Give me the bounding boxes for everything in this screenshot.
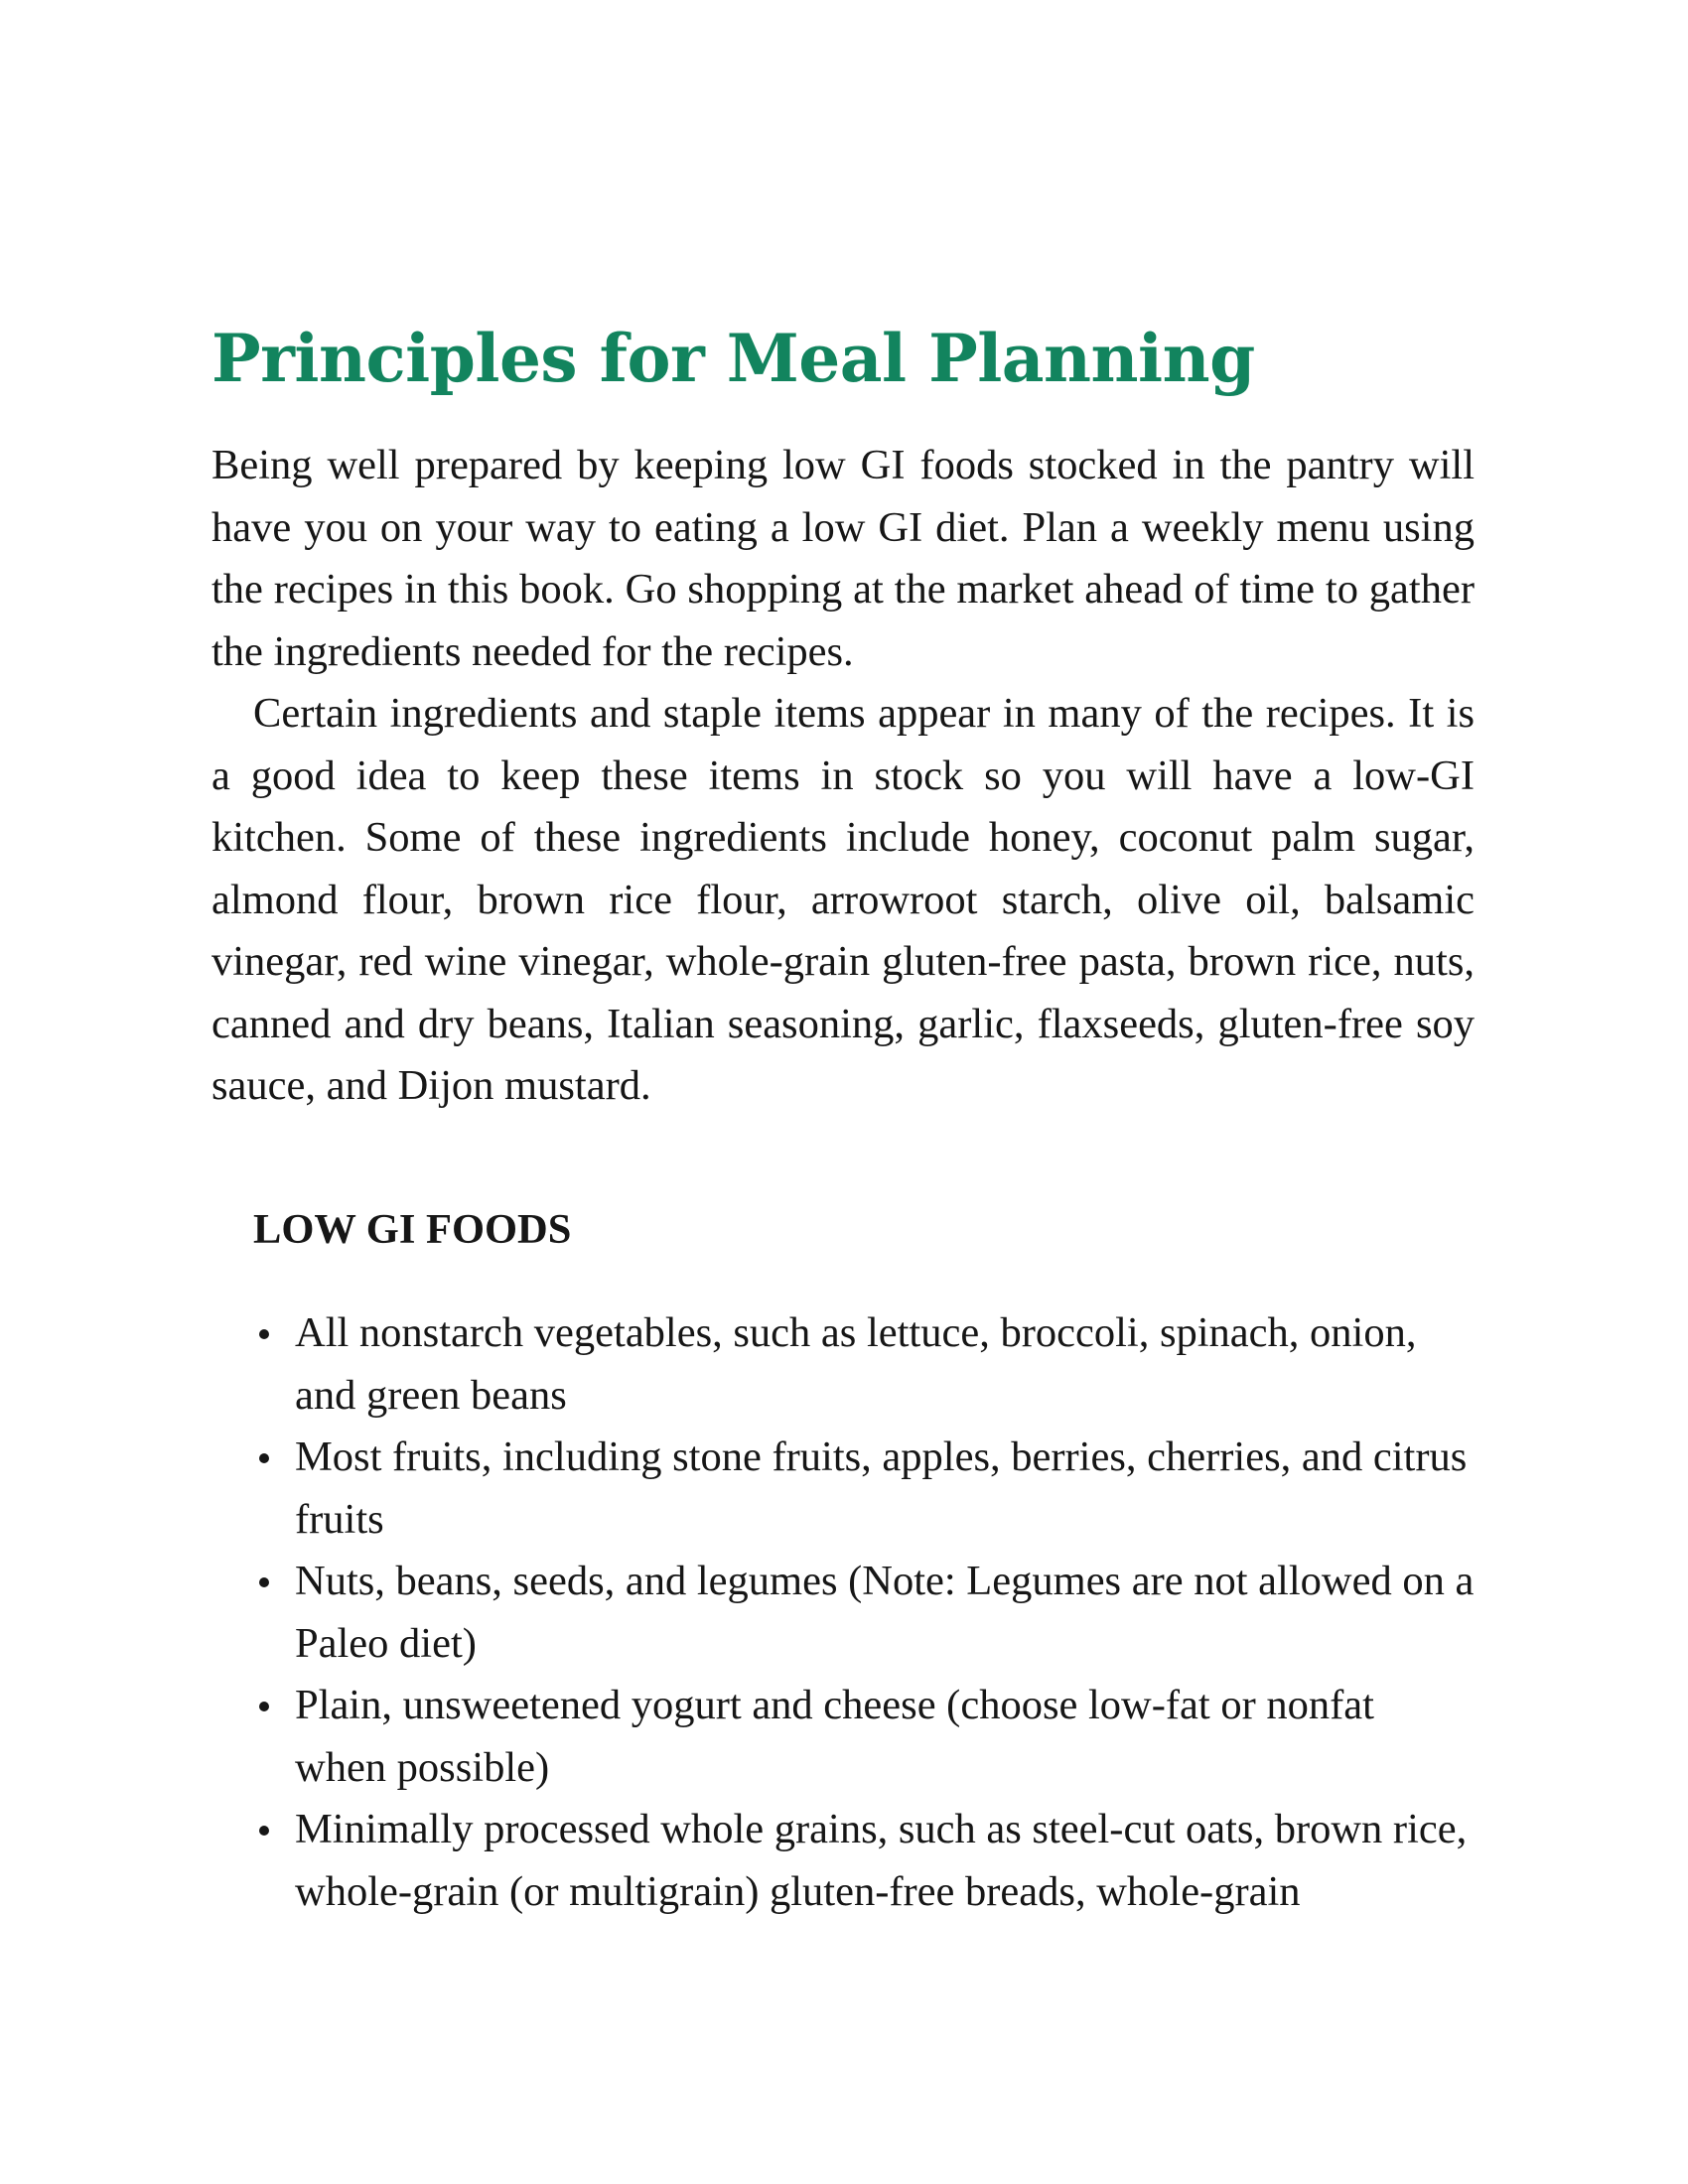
list-item-text: Nuts, beans, seeds, and legumes (Note: Legumes are not allowed on a Paleo diet) — [295, 1558, 1475, 1667]
document-page — [211, 316, 1475, 1923]
bullet-icon — [259, 1453, 269, 1463]
bullet-icon — [259, 1702, 269, 1711]
bullet-icon — [259, 1329, 269, 1339]
list-item-text: Plain, unsweetened yogurt and cheese (choose low-fat or nonfat when possible) — [295, 1682, 1374, 1791]
list-item — [295, 1302, 1475, 1427]
low-gi-foods-list — [211, 1302, 1475, 1923]
page-title: Principles for Meal Planning — [211, 320, 1255, 397]
list-item-text: All nonstarch vegetables, such as lettuce, broccoli, spinach, onion, and green beans — [295, 1309, 1417, 1419]
body-paragraph: Certain ingredients and staple items appear in many of the recipes. It is a good idea to keep these items in stock so you will have a low-GI kitchen. Some of these ingredients include honey, coconut palm sugar, almond flour, brown rice flour, arrowroot starch, olive oil, balsamic vinegar, red wine vinegar, whole-grain gluten-free pasta, brown rice, nuts, canned and dry beans, Italian seasoning, garlic, flaxseeds, gluten-free soy sauce, and Dijon mustard. — [211, 690, 1475, 1109]
bullet-icon — [259, 1577, 269, 1587]
body-paragraph: Being well prepared by keeping low GI foods stocked in the pantry will have you on your way to eating a low GI diet. Plan a weekly menu using the recipes in this book. Go shopping at the market ahead of time to gather the ingredients needed for the recipes. — [211, 442, 1475, 675]
list-item — [295, 1427, 1475, 1551]
list-heading: LOW GI FOODS — [253, 1205, 572, 1253]
list-item-text: Most fruits, including stone fruits, apples, berries, cherries, and citrus fruits — [295, 1433, 1468, 1543]
bullet-icon — [259, 1826, 269, 1836]
list-item — [295, 1799, 1475, 1923]
list-item-text: Minimally processed whole grains, such as steel-cut oats, brown rice, whole-grain (or multigrain) gluten-free breads, whole-grain — [295, 1806, 1468, 1915]
list-item — [295, 1551, 1475, 1675]
list-item — [295, 1675, 1475, 1799]
